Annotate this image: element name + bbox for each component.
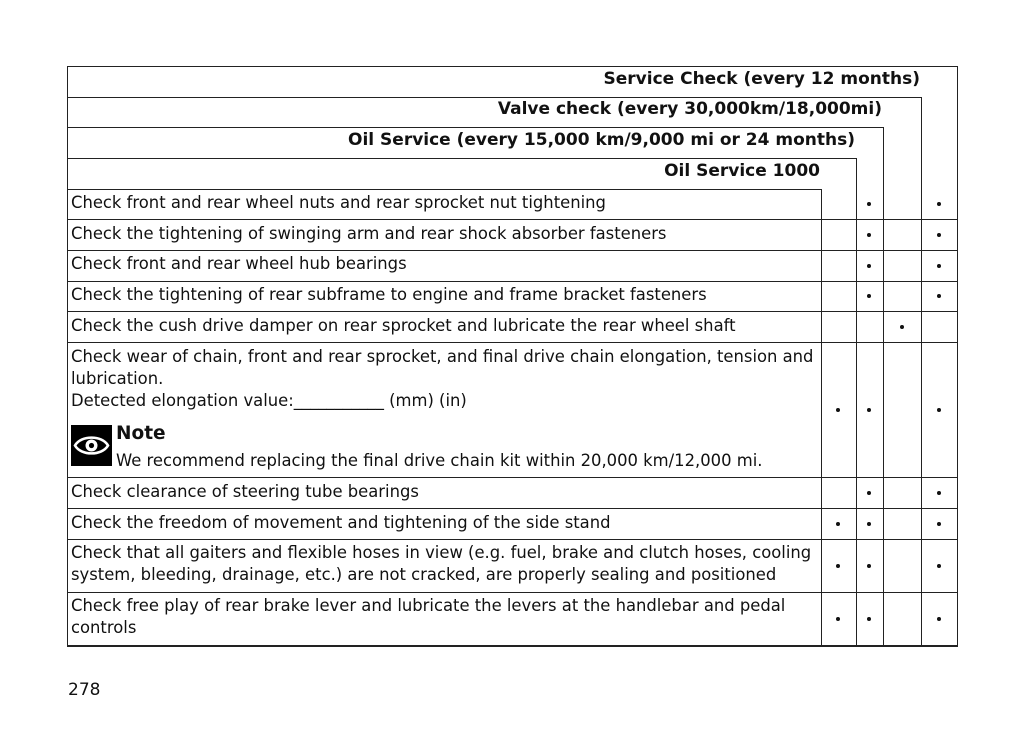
row-rule: [67, 311, 958, 312]
header-rule: [67, 189, 822, 190]
check-dot: [937, 491, 941, 495]
task-text: Check the tightening of swinging arm and rear shock absorber fasteners: [71, 224, 667, 243]
task-text: Check clearance of steering tube bearings: [71, 482, 419, 501]
header-oil-service: Oil Service (every 15,000 km/9,000 mi or 24 months): [348, 130, 855, 150]
column-rule: [883, 127, 884, 647]
check-dot: [867, 564, 871, 568]
task-text: Check the cush drive damper on rear sprocket and lubricate the rear wheel shaft: [71, 316, 736, 335]
header-rule: [67, 127, 884, 128]
note-text: We recommend replacing the final drive chain kit within 20,000 km/12,000 mi.: [116, 451, 763, 470]
check-dot: [937, 264, 941, 268]
task-text: Check that all gaiters and flexible hoses in view (e.g. fuel, brake and clutch hoses, cooling system, bleeding, drainage, etc.) are not cracked, are properly sealing and positioned: [71, 543, 812, 584]
row-rule: [67, 219, 958, 220]
check-dot: [836, 617, 840, 621]
header-service-check: Service Check (every 12 months): [603, 69, 920, 89]
eye-icon: [71, 425, 112, 466]
task-text: Check wear of chain, front and rear sprocket, and final drive chain elongation, tension and lubrication.: [71, 347, 814, 388]
check-dot: [937, 522, 941, 526]
table-bottom-border: [67, 645, 958, 647]
column-rule: [856, 158, 857, 647]
check-dot: [937, 617, 941, 621]
check-dot: [867, 233, 871, 237]
task-text: Check free play of rear brake lever and lubricate the levers at the handlebar and pedal controls: [71, 596, 786, 637]
row-rule: [67, 342, 958, 343]
task-text: Check the freedom of movement and tightening of the side stand: [71, 513, 611, 532]
column-rule: [921, 97, 922, 647]
check-dot: [867, 617, 871, 621]
check-dot: [867, 408, 871, 412]
check-dot: [937, 233, 941, 237]
task-text: Check the tightening of rear subframe to engine and frame bracket fasteners: [71, 285, 707, 304]
header-rule: [67, 97, 922, 98]
row-rule: [67, 250, 958, 251]
header-rule: [67, 158, 857, 159]
check-dot: [867, 491, 871, 495]
check-dot: [937, 408, 941, 412]
page-number: 278: [68, 680, 101, 700]
check-dot: [937, 294, 941, 298]
task-text-elongation: Detected elongation value:___________ (mm) (in): [71, 391, 467, 410]
check-dot: [867, 264, 871, 268]
check-dot: [900, 325, 904, 329]
check-dot: [867, 522, 871, 526]
check-dot: [836, 408, 840, 412]
check-dot: [836, 564, 840, 568]
table-right-border: [957, 66, 958, 647]
check-dot: [867, 294, 871, 298]
header-oil-service-1000: Oil Service 1000: [664, 161, 820, 181]
row-rule: [67, 477, 958, 478]
header-valve-check: Valve check (every 30,000km/18,000mi): [497, 99, 882, 119]
check-dot: [937, 202, 941, 206]
task-text: Check front and rear wheel hub bearings: [71, 254, 407, 273]
check-dot: [937, 564, 941, 568]
row-rule: [67, 508, 958, 509]
check-dot: [836, 522, 840, 526]
row-rule: [67, 539, 958, 540]
check-dot: [867, 202, 871, 206]
row-rule: [67, 281, 958, 282]
task-text: Check front and rear wheel nuts and rear sprocket nut tightening: [71, 193, 606, 212]
note-title: Note: [116, 423, 166, 444]
column-rule: [821, 189, 822, 647]
row-rule: [67, 592, 958, 593]
